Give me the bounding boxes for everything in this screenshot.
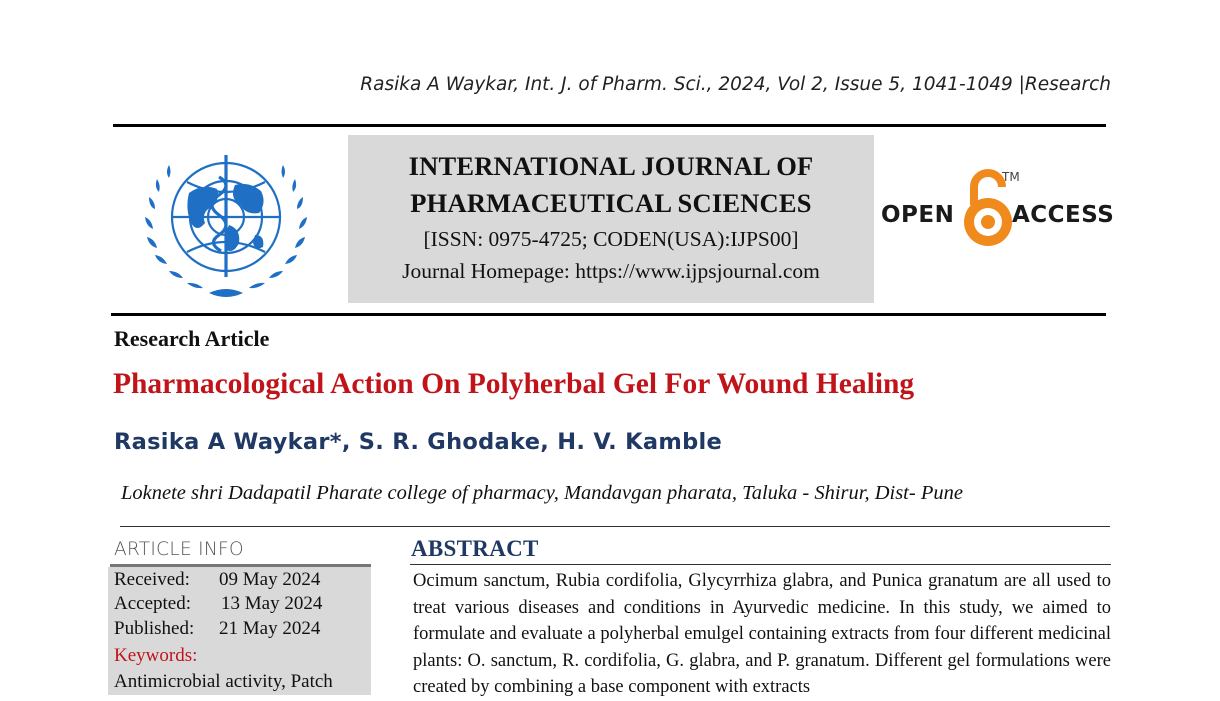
open-access-logo <box>880 165 1115 255</box>
journal-emblem-logo <box>127 137 325 307</box>
accepted-label: Accepted: <box>114 593 192 614</box>
running-head: Rasika A Waykar, Int. J. of Pharm. Sci., 2024, Vol 2, Issue 5, 1041-1049 |Research <box>360 74 1111 95</box>
open-access-word-open: OPEN <box>881 202 955 228</box>
accepted-date: 13 May 2024 <box>221 593 323 614</box>
article-type-label: Research Article <box>114 326 270 351</box>
article-authors: Rasika A Waykar*, S. R. Ghodake, H. V. Kamble <box>114 429 723 455</box>
article-info-heading: ARTICLE INFO <box>114 539 244 560</box>
published-date: 21 May 2024 <box>219 618 321 639</box>
published-label: Published: <box>114 618 195 639</box>
keywords-text: Antimicrobial activity, Patch <box>114 671 333 692</box>
journal-title-line1: INTERNATIONAL JOURNAL OF <box>408 151 814 181</box>
header-top-rule <box>113 124 1106 127</box>
journal-homepage: Journal Homepage: https://www.ijpsjournal.com <box>402 259 820 283</box>
abstract-heading: ABSTRACT <box>411 536 539 561</box>
article-title: Pharmacological Action On Polyherbal Gel For Wound Healing <box>113 368 915 400</box>
accepted-row <box>114 593 322 615</box>
abstract-body: Ocimum sanctum, Rubia cordifolia, Glycyrrhiza glabra, and Punica granatum are all used to treat various diseases and conditions in Ayurvedic medicine. In this study, we aimed to formulate and evaluate a polyherbal emulgel containing extracts from four different medicinal plants: O. sanctum, R. cordifolia, G. glabra, and P. granatum. Different gel formulations were created by combining a base component with extracts <box>413 571 1111 698</box>
open-access-word-access: ACCESS <box>1012 202 1115 228</box>
article-affiliation: Loknete shri Dadapatil Pharate college of pharmacy, Mandavgan pharata, Taluka - Shirur, Dist- Pune <box>121 482 963 504</box>
journal-title-line2: PHARMACEUTICAL SCIENCES <box>410 188 812 218</box>
published-row <box>114 618 320 640</box>
affiliation-divider <box>120 526 1110 527</box>
journal-masthead <box>348 135 874 303</box>
trademark-mark: TM <box>1002 170 1020 184</box>
journal-issn: [ISSN: 0975-4725; CODEN(USA):IJPS00] <box>423 227 799 251</box>
abstract-rule <box>410 564 1111 565</box>
header-bottom-rule <box>111 313 1106 316</box>
received-label: Received: <box>114 569 190 590</box>
keywords-label: Keywords: <box>114 645 198 666</box>
article-info-panel <box>108 567 371 695</box>
received-row <box>114 569 320 591</box>
received-date: 09 May 2024 <box>219 569 321 590</box>
